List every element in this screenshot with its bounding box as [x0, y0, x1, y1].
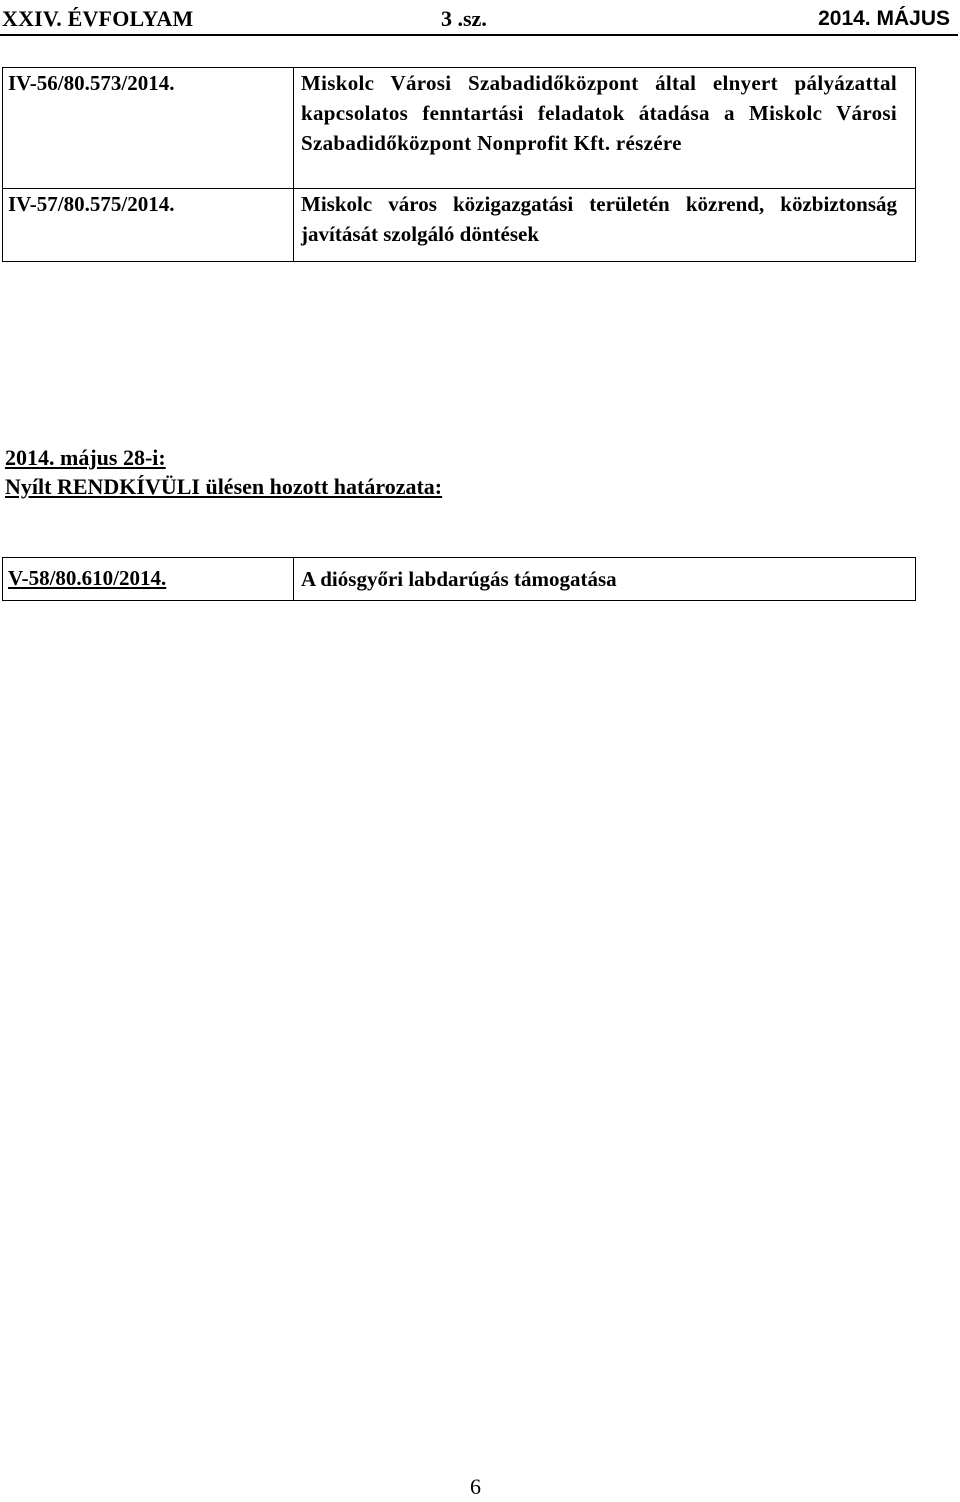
- session-heading: [5, 443, 442, 501]
- resolution-code-cell: [3, 68, 294, 189]
- resolutions-table-1: [2, 67, 916, 262]
- resolution-title: A diósgyőri labdarúgás támogatása: [301, 567, 617, 591]
- volume-label: XXIV. ÉVFOLYAM: [2, 6, 194, 31]
- page-number: 6: [470, 1474, 481, 1499]
- issue-date: 2014. MÁJUS: [818, 7, 950, 30]
- page-header: [0, 4, 958, 36]
- table-row: [3, 189, 916, 262]
- resolution-code: IV-57/80.575/2014.: [8, 192, 175, 216]
- resolution-code: IV-56/80.573/2014.: [8, 71, 175, 95]
- session-type: Nyílt RENDKÍVÜLI ülésen hozott határozata:: [5, 474, 443, 499]
- resolution-title: Miskolc Városi Szabadidőközpont által elnyert pályázattal kapcsolatos fenntartási feladatok átadása a Miskolc Városi Szabadidőközpont Nonprofit Kft. részére: [301, 71, 897, 155]
- resolution-code-cell: [3, 189, 294, 262]
- resolutions-table-2: [2, 557, 916, 601]
- resolution-title: Miskolc város közigazgatási területén közrend, közbiztonság javítását szolgáló döntések: [301, 192, 897, 246]
- resolution-title-cell: [294, 68, 916, 189]
- resolution-title-cell: [294, 558, 916, 601]
- issue-label: 3 .sz.: [441, 6, 487, 31]
- resolution-code-cell: [3, 558, 294, 601]
- resolution-code: V-58/80.610/2014.: [8, 566, 167, 590]
- resolution-title-cell: [294, 189, 916, 262]
- table-row: [3, 68, 916, 189]
- session-date: 2014. május 28-i:: [5, 445, 166, 470]
- table-row: [3, 558, 916, 601]
